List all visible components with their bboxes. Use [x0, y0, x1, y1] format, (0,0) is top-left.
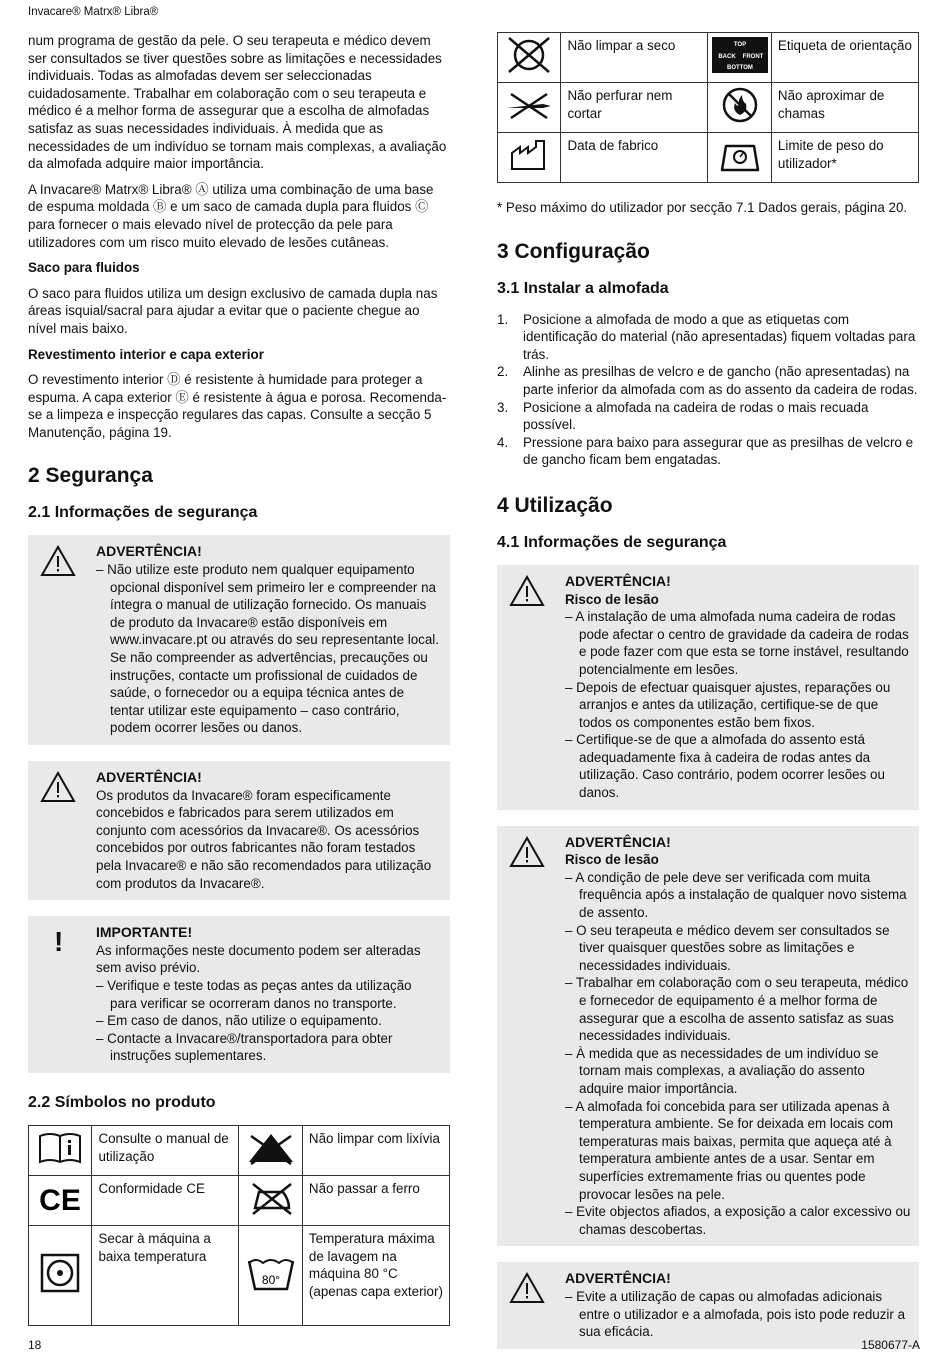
intro-paragraph: num programa de gestão da pele. O seu terapeuta e médico devem ser consultados se tiver questões sobre as limitações e necessidades individuais. Todas as almofadas devem ser seleccionadas cuidadosamente. Trabalhar em colaboração com o seu terapeuta e médico é a melhor forma de assegurar que a escolha de almofadas satisfaz as suas necessidades individuais. À medida que as necessidades de um indivíduo se tornam mais complexas, a avaliação da almofada adquire maior importância. [28, 33, 447, 172]
warning-box [28, 535, 450, 745]
fluid-bag-paragraph: O saco para fluidos utiliza um design exclusivo de camada dupla nas áreas isquial/sacral para ajudar a evitar que o paciente chegue ao nível mais baixo. [28, 285, 438, 336]
symbol-row [498, 33, 919, 83]
warning-item: – Evite a utilização de capas ou almofadas adicionais entre o utilizador e a almofada, pois isto pode reduzir a sua eficácia. [565, 1288, 906, 1340]
warning-title: ADVERTÊNCIA! [565, 1270, 671, 1287]
install-steps [497, 311, 919, 469]
weight-limit-icon [718, 136, 762, 174]
no-dry-clean-icon [504, 35, 554, 75]
wash-80-icon [246, 1253, 296, 1293]
symbol-cell [708, 83, 771, 133]
warning-item: – A condição de pele deve ser verificada com muita frequência após a instalação de qualquer novo sistema de assento. [565, 869, 907, 921]
section-title-usage: 4 Utilização [497, 493, 613, 517]
exclamation-icon: ! [54, 926, 64, 958]
page-number: 18 [28, 1338, 42, 1352]
manufacture-date-icon [506, 137, 552, 173]
warning-title: ADVERTÊNCIA! [96, 543, 202, 560]
warning-subtitle: Risco de lesão [565, 591, 659, 607]
right-column [497, 32, 919, 1365]
manual-book-icon [37, 1130, 83, 1166]
warning-title: ADVERTÊNCIA! [96, 769, 202, 785]
warning-subtitle: Risco de lesão [565, 852, 659, 868]
subsection-safety-info: 2.1 Informações de segurança [28, 504, 258, 522]
symbol-label: Limite de peso do utilizador* [771, 133, 918, 183]
warning-item: – O seu terapeuta e médico devem ser consultados se tiver quaisquer questões sobre as limitações e necessidades individuais. [565, 922, 890, 973]
symbol-cell [239, 1225, 302, 1325]
symbol-row [498, 133, 919, 183]
symbol-label: Etiqueta de orientação [771, 33, 918, 83]
orientation-label-icon [711, 36, 769, 74]
symbol-cell [239, 1175, 302, 1225]
left-column [28, 32, 450, 1326]
fluid-bag-heading: Saco para fluidos [28, 260, 140, 276]
symbol-label: Consulte o manual de utilização [92, 1125, 239, 1175]
section-title-configuration: 3 Configuração [497, 239, 650, 263]
warning-item: – Não utilize este produto nem qualquer equipamento opcional disponível sem primeiro ler e compreender na íntegra o manual de utilização fornecido. Os manuais de produto da Invacare® estão disponíveis em www.invacare.pt ou através do seu representante local. Se não compreender as advertências, precauções ou instruções, contacte um profissional de cuidados de saúde, o fornecedor ou a equipa técnica antes de tentar utilizar este equipamento – caso contrário, podem ocorrer lesões ou danos. [96, 562, 439, 736]
symbol-label: Temperatura máxima de lavagem na máquina 80 °C (apenas capa exterior) [302, 1225, 449, 1325]
warning-triangle-icon [40, 545, 76, 577]
symbols-table [28, 1125, 450, 1326]
symbol-label: Não passar a ferro [302, 1175, 449, 1225]
warning-title: ADVERTÊNCIA! [565, 833, 671, 850]
symbol-label: Não aproximar de chamas [771, 83, 918, 133]
tumble-dry-low-icon [39, 1252, 81, 1294]
warning-triangle-icon [509, 836, 545, 868]
important-text: As informações neste documento podem ser alteradas sem aviso prévio. [96, 942, 421, 976]
important-box [28, 916, 450, 1073]
symbol-cell [708, 33, 771, 83]
no-flame-icon [720, 85, 760, 125]
ce-mark-icon [35, 1180, 85, 1216]
symbol-row [498, 83, 919, 133]
symbol-row [29, 1175, 450, 1225]
symbol-label: Conformidade CE [92, 1175, 239, 1225]
subsection-symbols: 2.2 Símbolos no produto [28, 1093, 216, 1111]
important-title: IMPORTANTE! [96, 924, 193, 941]
symbol-cell [498, 133, 561, 183]
symbol-label: Secar à máquina a baixa temperatura [92, 1225, 239, 1325]
important-item: – Contacte a Invacare®/transportadora para obter instruções suplementares. [96, 1030, 393, 1064]
warning-text: Os produtos da Invacare® foram especificamente concebidos e fabricados para serem utilizados em conjunto com acessórios da Invacare®. Os acessórios concebidos por outros fabricantes não foram testados pela Invacare® e não são recomendados para utilização com produtos da Invacare®. [96, 787, 432, 891]
svg-text:FRONT: FRONT [742, 54, 764, 61]
warning-box [497, 1262, 919, 1348]
subsection-usage-safety: 4.1 Informações de segurança [497, 533, 727, 551]
install-step: 3. Posicione a almofada na cadeira de rodas o mais recuada possível. [497, 399, 869, 433]
important-item: – Em caso de danos, não utilize o equipamento. [96, 1013, 382, 1029]
svg-text:TOP: TOP [733, 42, 746, 49]
install-step: 2. Alinhe as presilhas de velcro e de gancho (não apresentadas) na parte inferior da almofada com as do assento da cadeira de rodas. [497, 364, 918, 397]
cover-paragraph: O revestimento interior Ⓓ é resistente à humidade para proteger a espuma. A capa exterior Ⓔ é resistente à água e porosa. Recomenda-se a limpeza e inspecção regulares das capas. Consulte a secção 5 Manutenção, página 19. [28, 372, 447, 440]
warning-triangle-icon [509, 1272, 545, 1304]
product-paragraph: A Invacare® Matrx® Libra® Ⓐ utiliza uma combinação de uma base de espuma moldada Ⓑ e um saco de camada dupla para fluidos Ⓒ para fornecer o mais elevado nível de protecção da pele para utilizadores com um risco muito elevado de lesões cutâneas. [28, 181, 434, 250]
warning-title: ADVERTÊNCIA! [565, 572, 671, 589]
warning-box [28, 761, 450, 900]
running-header: Invacare® Matrx® Libra® [28, 6, 159, 18]
install-step: 4. Pressione para baixo para assegurar que as presilhas de velcro e de gancho ficam bem engatadas. [497, 434, 914, 468]
warning-item: – Evite objectos afiados, a exposição a calor excessivo ou chamas descobertas. [565, 1204, 911, 1237]
svg-text:80°: 80° [261, 1273, 280, 1288]
warning-item: – A almofada foi concebida para ser utilizada apenas à temperatura ambiente. Se for deixada em locais com temperaturas mais baixas, permita que aqueça até à temperatura ambiente antes de a usar. Sentar em superfícies extremamente frias ou quentes pode provocar lesões na pele. [565, 1098, 894, 1202]
footnote: * Peso máximo do utilizador por secção 7.1 Dados gerais, página 20. [497, 200, 908, 215]
symbol-cell [498, 33, 561, 83]
symbol-cell [29, 1175, 92, 1225]
symbol-label: Não perfurar nem cortar [561, 83, 708, 133]
symbol-label: Data de fabrico [561, 133, 708, 183]
symbol-label: Não limpar a seco [561, 33, 708, 83]
svg-text:CE: CE [39, 1184, 82, 1217]
symbol-label: Não limpar com lixívia [302, 1125, 449, 1175]
svg-text:BOTTOM: BOTTOM [726, 65, 753, 72]
warning-triangle-icon [40, 771, 76, 803]
section-title-safety: 2 Segurança [28, 464, 153, 488]
warning-item: – Depois de efectuar quaisquer ajustes, reparações ou arranjos e antes da utilização, certifique-se de que todos os componentes estão bem fixos. [565, 679, 891, 730]
no-iron-icon [245, 1180, 297, 1216]
symbol-cell [29, 1225, 92, 1325]
symbol-row [29, 1225, 450, 1325]
no-cut-icon [503, 90, 555, 120]
symbol-cell [708, 133, 771, 183]
document-number: 1580677-A [861, 1338, 920, 1352]
subsection-install: 3.1 Instalar a almofada [497, 279, 669, 297]
cover-heading: Revestimento interior e capa exterior [28, 346, 264, 362]
warning-item: – À medida que as necessidades de um indivíduo se tornam mais complexas, a avaliação do assento adquire maior importância. [565, 1045, 879, 1096]
warning-item: – Certifique-se de que a almofada do assento está adequadamente fixa à cadeira de rodas antes da utilização. Caso contrário, podem ocorrer lesões ou danos. [565, 732, 885, 801]
no-bleach-icon [245, 1130, 297, 1166]
warning-box [497, 826, 919, 1247]
symbol-cell [29, 1125, 92, 1175]
symbol-cell [239, 1125, 302, 1175]
warning-item: – Trabalhar em colaboração com o seu terapeuta, médico e fornecedor de equipamento é a melhor forma de assegurar que a escolha de assento satisfaz as suas necessidades individuais. [565, 975, 909, 1044]
symbols-table-continued [497, 32, 919, 183]
svg-text:BACK: BACK [718, 54, 736, 61]
warning-triangle-icon [509, 575, 545, 607]
symbol-cell [498, 83, 561, 133]
install-step: 1. Posicione a almofada de modo a que as etiquetas com identificação do material (não apresentadas) fiquem voltadas para trás. [497, 311, 916, 362]
warning-item: – A instalação de uma almofada numa cadeira de rodas pode afectar o centro de gravidade da cadeira de rodas e pode fazer com que esta se torne instável, resultando potencialmente em lesões. [565, 609, 909, 677]
warning-box [497, 565, 919, 810]
symbol-row [29, 1125, 450, 1175]
important-item: – Verifique e teste todas as peças antes da utilização para verificar se ocorreram danos no transporte. [96, 977, 412, 1011]
